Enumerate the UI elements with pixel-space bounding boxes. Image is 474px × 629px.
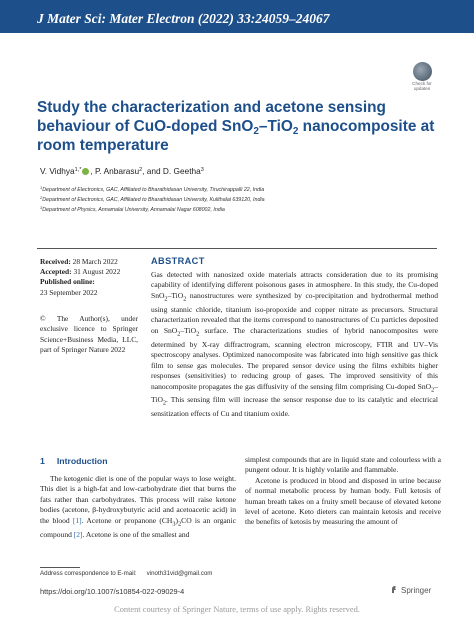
introduction-paragraph-1-cont: simplest compounds that are in liquid state and colourless with a pungent odour. It is highly volatile and flammable. — [245, 455, 441, 475]
author-geetha[interactable]: , and D. Geetha — [142, 166, 201, 176]
content-courtesy-notice: Content courtesy of Springer Nature, terms of use apply. Rights reserved. — [114, 605, 360, 614]
abstract-text-3: nanostructures were synthesized by co-precipitation and hydrothermal method using stannic chloride, titanium iso-propoxide and copper nitrate as precursors. Structural characterization revealed that the items correspond to nanostructures of Cu particles deposited on SnO — [151, 290, 438, 335]
accepted-value: 31 August 2022 — [71, 267, 121, 277]
author-vidhya-affiliation: 1,* — [74, 167, 82, 173]
section-divider — [37, 248, 437, 249]
affiliation-3-text: Department of Physics, Annamalai University, Annamalai Nagar 608002, India — [42, 207, 225, 213]
title-subscript-1: 2 — [253, 126, 259, 137]
abstract-text-7: . This sensing film will increase the sensor response due to its catalytic and electrical sensitization effects of Cu and titanium oxide. — [151, 395, 438, 419]
doi-link[interactable]: https://doi.org/10.1007/s10854-022-09029-4 — [40, 587, 185, 596]
affiliation-3 — [40, 207, 225, 213]
check-badge-label-2: updates — [413, 86, 431, 91]
introduction-heading — [40, 456, 108, 466]
title-subscript-2: 2 — [292, 126, 299, 137]
abstract-sub-1: 2 — [164, 295, 168, 303]
intro-left-text-e: . Acetone is one of the smallest and — [82, 529, 190, 539]
citation-link-1[interactable]: [1] — [72, 515, 82, 525]
intro-left-sub-1: 3 — [172, 520, 176, 528]
received-label: Received: — [40, 257, 71, 266]
orcid-icon[interactable] — [82, 168, 89, 175]
intro-left-text-b: . Acetone or propanone (CH — [81, 515, 173, 525]
springer-logo — [390, 585, 431, 595]
published-label: Published online: — [40, 277, 95, 287]
abstract-heading: ABSTRACT — [151, 256, 205, 266]
affiliation-1-num: 1 — [40, 185, 43, 190]
crossmark-icon — [413, 62, 432, 81]
title-text-2: nanocomposite at room temperature — [37, 118, 435, 154]
accepted-date — [40, 267, 136, 277]
correspondence-footnote — [40, 570, 212, 577]
article-dates — [40, 257, 136, 298]
intro-left-text-d: CO is an organic compound — [40, 515, 237, 539]
correspondence-email[interactable]: vinoth31vid@gmail.com — [146, 570, 213, 577]
article-title — [37, 98, 447, 155]
abstract-sub-4: 2 — [196, 330, 200, 338]
title-dash: –TiO — [258, 118, 293, 135]
author-vidhya[interactable]: V. Vidhya — [40, 166, 75, 176]
affiliation-2-text: Department of Electronics, GAC, Affiliated to Bharathidasan University, Kulithalai 639120, India — [42, 197, 265, 203]
intro-left-text-a: The ketogenic diet is one of the popular ways to lose weight. This diet is a high-fat and low-carbohydrate diet that burns the fats rather than carbohydrates. This process will raise ketone bodies (acetone, β-hydroxybutyric acid and acetoacetic acid) in the blood — [40, 474, 236, 525]
abstract-text-4: –TiO — [180, 325, 197, 335]
affiliation-2-num: 2 — [40, 195, 43, 200]
author-geetha-affiliation: 3 — [200, 167, 204, 173]
author-anbarasu[interactable]: , P. Anbarasu — [90, 166, 140, 176]
affiliation-1 — [40, 187, 264, 193]
abstract-text-5: surface. The characterizations studies of hybrid nanocomposites were determined by X-ray diffractrogram, scanning electron microscopy, FTIR and UV–Vis spectroscopy analyses. Optimized nanocomposite was fabricated into high sensitive gas thick film to sense gas molecules. The prepared sensor device using the films exhibits higher responses (sensitivities) to reducing group of gases. The improved sensitivity of this nanocomposite propagates the gas diffusivity of the sensing film comprising Cu-doped SnO — [151, 325, 438, 391]
check-for-updates-badge[interactable] — [407, 62, 437, 92]
introduction-paragraph-1 — [40, 474, 236, 540]
introduction-paragraph-2: Acetone is produced in blood and disposed in urine because of normal metabolic process by human body. Full ketosis of human breath takes on a fruity smell because of elevated ketone level of acetone. Keto dieters can maintain ketosis and receive the benefits of ketosis by measuring the amount of — [245, 475, 441, 527]
intro-left-sub-2: 2 — [178, 520, 182, 528]
received-value: 28 March 2022 — [70, 257, 118, 266]
received-date — [40, 257, 136, 267]
introduction-title: Introduction — [56, 456, 108, 466]
affiliation-3-num: 3 — [40, 205, 43, 210]
abstract-text-1: Gas detected with nanosized oxide materials attracts consideration due to its promising capability of identifying different poisonous gases in atmosphere. In this study, the Cu-doped SnO — [151, 270, 438, 300]
author-list — [40, 166, 204, 176]
accepted-label: Accepted: — [40, 267, 72, 277]
abstract-text-2: –TiO — [167, 290, 184, 300]
springer-horse-icon — [390, 585, 398, 594]
affiliation-1-text: Department of Electronics, GAC, Affiliated to Bharathidasan University, Tiruchirappalli 22, India — [42, 187, 265, 193]
introduction-left-column — [40, 474, 236, 540]
check-badge-label-1: Check for — [412, 81, 432, 86]
abstract-text — [151, 270, 438, 420]
published-value: 23 September 2022 — [40, 287, 98, 297]
abstract-sub-2: 2 — [183, 295, 187, 303]
introduction-right-column — [245, 455, 441, 528]
citation-link-2[interactable]: [2] — [73, 529, 83, 539]
springer-wordmark: Springer — [401, 586, 432, 595]
correspondence-label: Address correspondence to E-mail: — [40, 570, 137, 577]
abstract-sub-5: 2 — [431, 386, 435, 394]
affiliation-2 — [40, 197, 265, 203]
abstract-sub-3: 2 — [177, 330, 181, 338]
journal-citation: J Mater Sci: Mater Electron (2022) 33:24059–24067 — [37, 11, 330, 26]
introduction-number: 1 — [40, 456, 45, 466]
journal-header-bar — [0, 0, 474, 33]
title-text-1: Study the characterization and acetone sensing behaviour of CuO-doped SnO — [37, 99, 386, 135]
abstract-text-6: –TiO — [151, 381, 438, 405]
abstract-sub-6: 2 — [162, 399, 167, 407]
author-anbarasu-affiliation: 2 — [139, 167, 143, 173]
footnote-divider — [40, 567, 80, 568]
license-statement: © The Author(s), under exclusive licence to Springer Science+Business Media, LLC, part of Springer Nature 2022 — [40, 314, 138, 355]
intro-left-text-c: ) — [175, 515, 179, 525]
